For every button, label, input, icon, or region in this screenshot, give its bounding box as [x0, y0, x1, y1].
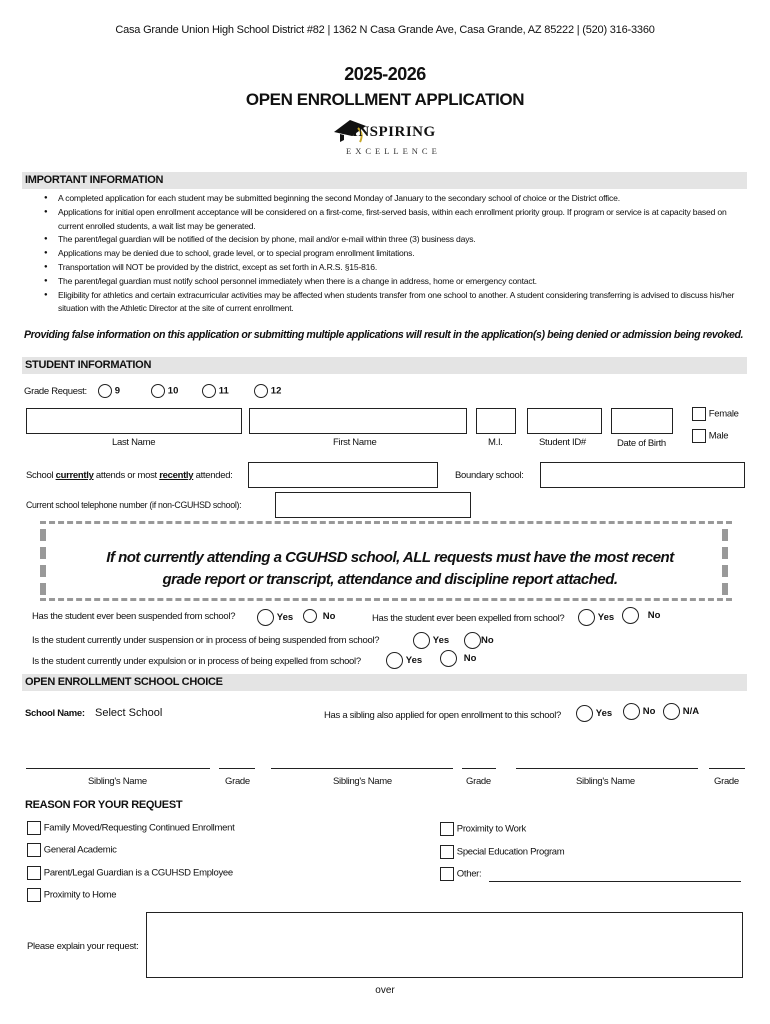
list-item: ● The parent/legal guardian must notify school personnel immediately when there is a change in address, home or emergency contact.: [44, 275, 749, 289]
grade-12-radio[interactable]: [254, 384, 281, 398]
boundary-school-label: Boundary school:: [455, 470, 524, 481]
grade-11-label: 11: [218, 385, 229, 397]
notice-line-2: grade report or transcript, attendance and discipline report attached.: [162, 571, 618, 588]
explain-request-textarea[interactable]: [146, 912, 743, 978]
last-name-field[interactable]: [26, 408, 242, 434]
expelled-no-radio[interactable]: [622, 607, 660, 624]
sibling-3-name-line[interactable]: [516, 768, 698, 769]
current-school-field[interactable]: [248, 462, 438, 488]
yes-label: Yes: [432, 635, 450, 647]
sibling-1-grade-line[interactable]: [219, 768, 255, 769]
reason-special-ed-label: Special Education Program: [456, 846, 565, 858]
sibling-1-name-line[interactable]: [26, 768, 210, 769]
dob-label: Date of Birth: [617, 438, 666, 449]
reason-special-ed-checkbox[interactable]: [440, 845, 564, 859]
male-checkbox[interactable]: [692, 429, 728, 443]
mi-label: M.I.: [488, 437, 503, 448]
no-label: No: [322, 610, 336, 622]
form-title: OPEN ENROLLMENT APPLICATION: [245, 90, 525, 109]
sibling-1-grade-label: Grade: [225, 776, 250, 787]
school-name-label: School Name:: [25, 708, 85, 719]
student-id-field[interactable]: [527, 408, 602, 434]
reason-proximity-work-label: Proximity to Work: [456, 823, 526, 835]
expelled-question: Has the student ever been expelled from school?: [372, 613, 565, 624]
sibling-2-name-line[interactable]: [271, 768, 453, 769]
under-expulsion-no-radio[interactable]: [440, 650, 476, 667]
reason-proximity-home-label: Proximity to Home: [43, 889, 117, 901]
sibling-2-grade-label: Grade: [466, 776, 491, 787]
district-logo: [330, 114, 450, 164]
reason-general-academic-checkbox[interactable]: [27, 843, 117, 857]
grade-request-label: Grade Request:: [24, 386, 87, 397]
under-suspension-no-radio[interactable]: [464, 632, 494, 649]
sibling-2-grade-line[interactable]: [462, 768, 496, 769]
sibling-3-grade-line[interactable]: [709, 768, 745, 769]
no-label: No: [642, 706, 656, 718]
phone-label: Current school telephone number (if non-CGUHSD school):: [26, 500, 242, 510]
current-school-label-pre: School: [26, 470, 56, 481]
recently-emphasis: recently: [159, 470, 194, 481]
reason-other-label: Other:: [456, 868, 482, 880]
reason-general-academic-label: General Academic: [43, 844, 117, 856]
under-expulsion-yes-radio[interactable]: [386, 652, 422, 669]
reason-other-line[interactable]: [489, 881, 741, 882]
male-label: Male: [708, 430, 729, 442]
under-expulsion-question: Is the student currently under expulsion or in process of being expelled from school?: [32, 656, 361, 667]
boundary-school-field[interactable]: [540, 462, 745, 488]
yes-label: Yes: [597, 612, 615, 624]
school-choice-heading: OPEN ENROLLMENT SCHOOL CHOICE: [22, 674, 747, 691]
no-label: No: [647, 610, 661, 622]
logo-word: INSPIRING: [352, 124, 436, 140]
yes-label: Yes: [276, 612, 294, 624]
reason-family-moved-label: Family Moved/Requesting Continued Enrollment: [43, 822, 235, 834]
reason-employee-checkbox[interactable]: [27, 866, 233, 880]
reason-employee-label: Parent/Legal Guardian is a CGUHSD Employee: [43, 867, 233, 879]
school-name-select[interactable]: Select School: [95, 707, 163, 719]
reason-other-checkbox[interactable]: [440, 867, 481, 881]
reason-family-moved-checkbox[interactable]: [27, 821, 234, 835]
false-info-warning: Providing false information on this application or submitting multiple applications will result in the application(s) being denied or admission being revoked.: [24, 329, 744, 341]
grade-10-label: 10: [167, 385, 179, 397]
suspended-no-radio[interactable]: [303, 609, 335, 623]
female-checkbox[interactable]: [692, 407, 739, 421]
expelled-yes-radio[interactable]: [578, 609, 614, 626]
student-info-heading: STUDENT INFORMATION: [22, 357, 747, 374]
suspended-yes-radio[interactable]: [257, 609, 293, 626]
grade-9-radio[interactable]: [98, 384, 120, 398]
reason-heading: REASON FOR YOUR REQUEST: [22, 797, 747, 814]
reason-proximity-home-checkbox[interactable]: [27, 888, 116, 902]
current-school-label-post: attended:: [193, 470, 233, 481]
na-label: N/A: [682, 706, 700, 718]
no-label: No: [463, 653, 477, 665]
list-item: ● Applications may be denied due to school, grade level, or to special program enrollment limitations.: [44, 247, 749, 261]
first-name-label: First Name: [333, 437, 377, 448]
notice-border-left: [40, 529, 46, 595]
sibling-1-name-label: Sibling's Name: [88, 776, 147, 787]
grade-10-radio[interactable]: [151, 384, 178, 398]
date-of-birth-field[interactable]: [611, 408, 673, 434]
transcript-notice: [50, 547, 730, 591]
currently-emphasis: currently: [55, 470, 94, 481]
yes-label: Yes: [405, 655, 423, 667]
sibling-na-radio[interactable]: [663, 703, 699, 720]
no-label: No: [481, 635, 494, 647]
school-year: 2025-2026: [344, 64, 426, 84]
current-school-label-mid: attends or most: [93, 470, 160, 481]
sibling-2-name-label: Sibling's Name: [333, 776, 392, 787]
middle-initial-field[interactable]: [476, 408, 516, 434]
logo-subtitle: EXCELLENCE: [346, 146, 441, 156]
suspended-question: Has the student ever been suspended from school?: [32, 611, 236, 622]
list-item: ● Eligibility for athletics and certain extracurricular activities may be affected when students transfer from one school to another. A student considering transferring is advised to discuss his/her situation with the Athletic Director at the site of current enrollment.: [44, 289, 749, 317]
grade-12-label: 12: [270, 385, 282, 397]
current-school-label: [26, 470, 233, 481]
reason-proximity-work-checkbox[interactable]: [440, 822, 526, 836]
sibling-question: Has a sibling also applied for open enrollment to this school?: [324, 710, 561, 721]
under-suspension-yes-radio[interactable]: [413, 632, 449, 649]
last-name-label: Last Name: [112, 437, 156, 448]
sibling-3-name-label: Sibling's Name: [576, 776, 635, 787]
sibling-3-grade-label: Grade: [714, 776, 739, 787]
first-name-field[interactable]: [249, 408, 467, 434]
grade-11-radio[interactable]: [202, 384, 229, 398]
grade-9-label: 9: [114, 385, 121, 397]
sibling-no-radio[interactable]: [623, 703, 655, 720]
list-item: ● Transportation will NOT be provided by the district, except as set forth in A.R.S. §15-816.: [44, 261, 749, 275]
school-phone-field[interactable]: [275, 492, 471, 518]
notice-line-1: If not currently attending a CGUHSD school, ALL requests must have the most recent: [106, 549, 674, 566]
list-item: ● A completed application for each student may be submitted beginning the second Monday of January to the secondary school of choice or the District office.: [44, 192, 749, 206]
under-suspension-question: Is the student currently under suspension or in process of being suspended from school?: [32, 635, 380, 646]
list-item: ● Applications for initial open enrollment acceptance will be considered on a first-come, first-served basis, within each enrollment priority group. If program or service is at capacity based on current enrolled students, a wait list may be generated.: [44, 206, 749, 234]
yes-label: Yes: [595, 708, 613, 720]
important-info-list: [44, 192, 749, 316]
list-item: ● The parent/legal guardian will be notified of the decision by phone, mail and/or e-mail within three (3) business days.: [44, 233, 749, 247]
female-label: Female: [708, 408, 739, 420]
explain-label: Please explain your request:: [27, 941, 139, 952]
sibling-yes-radio[interactable]: [576, 705, 612, 722]
district-header: Casa Grande Union High School District #82 | 1362 N Casa Grande Ave, Casa Grande, AZ 85222 | (520) 316-3360: [115, 24, 655, 36]
student-id-label: Student ID#: [539, 437, 586, 448]
important-info-heading: IMPORTANT INFORMATION: [22, 172, 747, 189]
over-label: over: [375, 985, 395, 996]
